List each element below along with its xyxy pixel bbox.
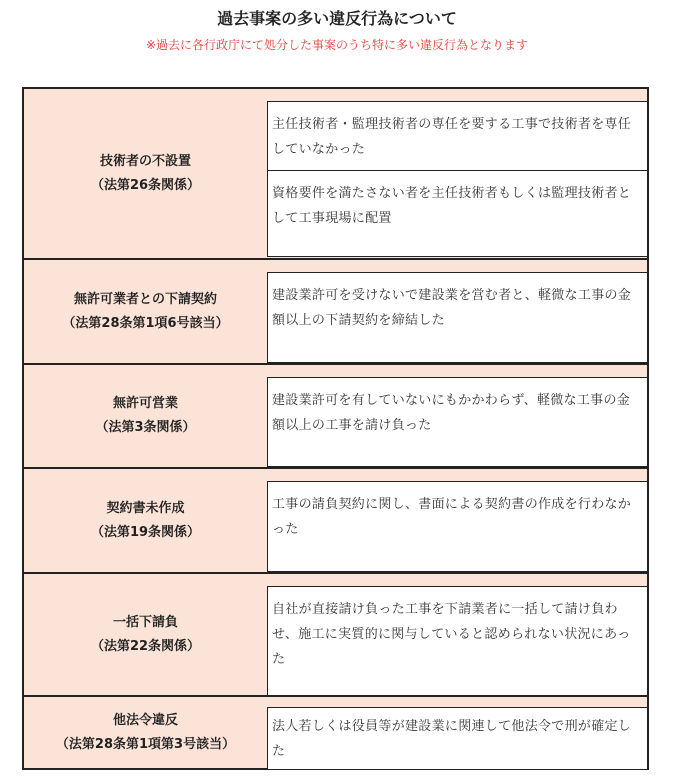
violation-descriptions: [267, 469, 647, 572]
violation-name: 一括下請負: [112, 614, 178, 630]
page-subtitle: ※過去に各行政庁にて処分した事案のうち特に多い違反行為となります: [145, 38, 529, 52]
violation-description: 資格要件を満たさない者を主任技術者もしくは監理技術者として工事現場に配置: [267, 171, 647, 257]
violation-name: 無許可営業: [112, 396, 178, 411]
table-row: [24, 467, 647, 572]
violation-law: （法第26条関係）: [90, 177, 201, 193]
violation-label: [24, 365, 267, 467]
table-row: [24, 695, 647, 768]
violation-descriptions: [267, 260, 647, 363]
violation-name: 他法令違反: [112, 712, 178, 728]
violation-label: [24, 697, 267, 768]
violation-law: （法第19条関係）: [90, 524, 201, 540]
violation-name: 無許可業者との下請契約: [73, 291, 217, 307]
violation-law: （法第28条第1項6号該当）: [62, 315, 229, 331]
violations-table: [22, 87, 649, 770]
violation-description: 自社が直接請け負った工事を下請業者に一括して請け負わせ、施工に実質的に関与していると認められない状況にあった: [267, 586, 647, 697]
violation-descriptions: [267, 365, 647, 467]
violation-label: [24, 574, 267, 695]
violation-name: 技術者の不設置: [99, 153, 191, 169]
violation-name: 契約書未作成: [106, 500, 185, 516]
violation-description: 建設業許可を有していないにもかかわらず、軽微な工事の金額以上の工事を請け負った: [267, 377, 647, 467]
table-row: [24, 89, 647, 258]
violation-descriptions: [267, 574, 647, 695]
violation-label: [24, 260, 267, 363]
violation-label: [24, 89, 267, 258]
violation-description: 建設業許可を受けないで建設業を営む者と、軽微な工事の金額以上の下請契約を締結した: [267, 272, 647, 363]
violation-label: [24, 469, 267, 572]
violation-description: 主任技術者・監理技術者の専任を要する工事で技術者を専任していなかった: [267, 101, 647, 171]
table-row: [24, 572, 647, 695]
violation-law: （法第3条関係）: [95, 420, 196, 435]
violation-description: 工事の請負契約に関し、書面による契約書の作成を行わなかった: [267, 481, 647, 572]
table-row: [24, 363, 647, 467]
table-row: [24, 258, 647, 363]
violation-descriptions: [267, 697, 647, 768]
violation-law: （法第28条第1項第3号該当）: [55, 736, 236, 752]
violation-law: （法第22条関係）: [90, 638, 201, 654]
violation-descriptions: [267, 89, 647, 258]
page-title: 過去事案の多い違反行為について: [217, 9, 457, 28]
violation-description: 法人若しくは役員等が建設業に関連して他法令で刑が確定した: [267, 707, 647, 770]
